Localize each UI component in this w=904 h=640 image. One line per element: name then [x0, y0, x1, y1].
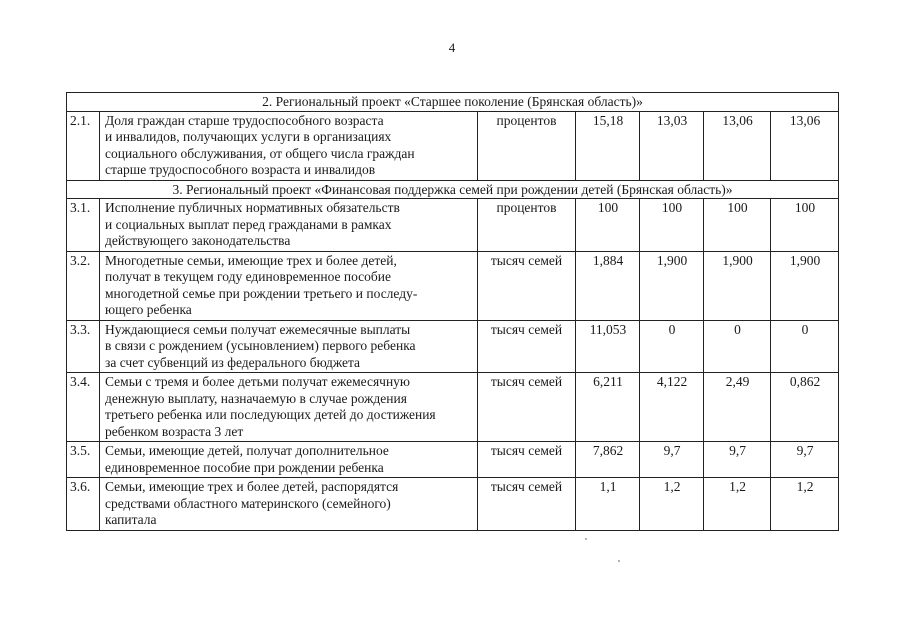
indicators-table-container — [66, 92, 838, 531]
row-number: 3.6. — [67, 478, 100, 531]
value-cell: 100 — [704, 199, 771, 252]
indicator-name: Доля граждан старше трудоспособного возраста и инвалидов, получающих услуги в организациях социального обслуживания, от общего числа граждан старше трудоспособного возраста и инвалидов — [100, 111, 478, 180]
value-cell: 1,900 — [640, 251, 704, 320]
value-cell: 15,18 — [576, 111, 640, 180]
value-cell: 1,2 — [640, 478, 704, 531]
indicator-name: Нуждающиеся семьи получат ежемесячные выплаты в связи с рождением (усыновлением) первого ребенка за счет субвенций из федерального бюджета — [100, 320, 478, 373]
value-cell: 13,06 — [771, 111, 839, 180]
value-cell: 1,900 — [771, 251, 839, 320]
value-cell: 100 — [771, 199, 839, 252]
value-cell: 1,884 — [576, 251, 640, 320]
unit-cell: процентов — [478, 111, 576, 180]
row-number: 3.1. — [67, 199, 100, 252]
value-cell: 0 — [640, 320, 704, 373]
unit-cell: тысяч семей — [478, 442, 576, 478]
table-row — [67, 111, 839, 180]
section-title: 3. Региональный проект «Финансовая поддержка семей при рождении детей (Брянская область)» — [67, 180, 839, 199]
value-cell: 0 — [704, 320, 771, 373]
indicators-table-body — [67, 93, 839, 531]
table-row — [67, 199, 839, 252]
value-cell: 9,7 — [640, 442, 704, 478]
table-row — [67, 442, 839, 478]
value-cell: 9,7 — [771, 442, 839, 478]
indicators-table — [66, 92, 839, 531]
value-cell: 1,2 — [704, 478, 771, 531]
value-cell: 6,211 — [576, 373, 640, 442]
indicator-name: Многодетные семьи, имеющие трех и более детей, получат в текущем году единовременное пособие многодетной семье при рождении третьего и последу- ющего ребенка — [100, 251, 478, 320]
table-row — [67, 373, 839, 442]
value-cell: 7,862 — [576, 442, 640, 478]
value-cell: 100 — [640, 199, 704, 252]
unit-cell: тысяч семей — [478, 320, 576, 373]
unit-cell: тысяч семей — [478, 478, 576, 531]
value-cell: 4,122 — [640, 373, 704, 442]
table-row — [67, 320, 839, 373]
row-number: 3.4. — [67, 373, 100, 442]
value-cell: 9,7 — [704, 442, 771, 478]
table-row — [67, 251, 839, 320]
indicator-name: Семьи с тремя и более детьми получат ежемесячную денежную выплату, назначаемую в случае рождения третьего ребенка или последующих детей до достижения ребенком возраста 3 лет — [100, 373, 478, 442]
section-header-row — [67, 180, 839, 199]
unit-cell: тысяч семей — [478, 373, 576, 442]
value-cell: 1,1 — [576, 478, 640, 531]
indicator-name: Семьи, имеющие детей, получат дополнительное единовременное пособие при рождении ребенка — [100, 442, 478, 478]
value-cell: 0 — [771, 320, 839, 373]
value-cell: 2,49 — [704, 373, 771, 442]
scan-speck — [618, 560, 620, 562]
value-cell: 11,053 — [576, 320, 640, 373]
value-cell: 100 — [576, 199, 640, 252]
value-cell: 13,03 — [640, 111, 704, 180]
value-cell: 1,2 — [771, 478, 839, 531]
page-number: 4 — [448, 40, 456, 55]
value-cell: 1,900 — [704, 251, 771, 320]
row-number: 3.5. — [67, 442, 100, 478]
table-row — [67, 478, 839, 531]
row-number: 2.1. — [67, 111, 100, 180]
value-cell: 13,06 — [704, 111, 771, 180]
section-title: 2. Региональный проект «Старшее поколение (Брянская область)» — [67, 93, 839, 112]
row-number: 3.3. — [67, 320, 100, 373]
section-header-row — [67, 93, 839, 112]
indicator-name: Семьи, имеющие трех и более детей, распорядятся средствами областного материнского (семейного) капитала — [100, 478, 478, 531]
row-number: 3.2. — [67, 251, 100, 320]
unit-cell: процентов — [478, 199, 576, 252]
value-cell: 0,862 — [771, 373, 839, 442]
unit-cell: тысяч семей — [478, 251, 576, 320]
indicator-name: Исполнение публичных нормативных обязательств и социальных выплат перед гражданами в рамках действующего законодательства — [100, 199, 478, 252]
scan-speck — [585, 538, 587, 540]
